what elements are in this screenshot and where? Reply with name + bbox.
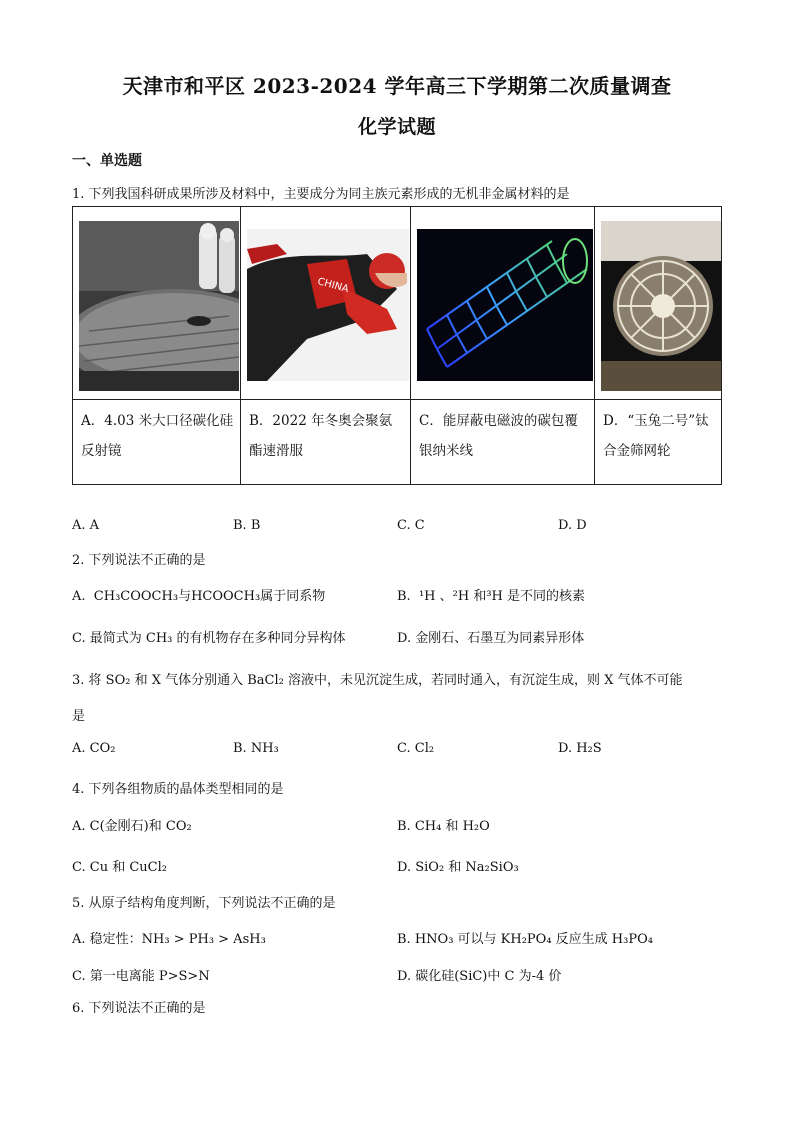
q4-option-a: A. C(金刚石)和 CO₂: [72, 819, 192, 834]
q4-option-d: D. SiO₂ 和 Na₂SiO₃: [397, 860, 519, 875]
q5-option-a: A. 稳定性：NH₃ > PH₃ > AsH₃: [72, 932, 266, 947]
q3-option-c: C. Cl₂: [397, 741, 435, 756]
q1-option-d: D. D: [558, 518, 587, 533]
mirror-photo-icon: [79, 221, 239, 391]
q1-option-b: B. B: [233, 518, 261, 533]
skater-suit-text: CHINA: [316, 276, 350, 296]
q1-option-c: C. C: [397, 518, 425, 533]
page-subtitle: 化学试题: [357, 116, 436, 138]
q2-option-c: C. 最简式为 CH₃ 的有机物存在多种同分异构体: [72, 631, 346, 646]
q4-stem: 4. 下列各组物质的晶体类型相同的是: [72, 782, 284, 797]
q2-option-d: D. 金刚石、石墨互为同素异形体: [397, 631, 585, 646]
q3-stem-cont: 是: [72, 709, 86, 724]
q1-image-cell-b: [241, 207, 411, 400]
q3-stem: 3. 将 SO₂ 和 X 气体分别通入 BaCl₂ 溶液中，未见沉淀生成，若同时通入，有沉淀生成，则 X 气体不可能: [72, 673, 683, 688]
q1-image-cell-d: [595, 207, 722, 400]
q1-caption-d: D．“玉兔二号”钛合金筛网轮: [595, 400, 722, 485]
q1-image-cell-a: [73, 207, 241, 400]
q2-option-a: [72, 585, 325, 604]
q1-image-table: [72, 206, 722, 485]
q5-option-b: B. HNO₃ 可以与 KH₂PO₄ 反应生成 H₃PO₄: [397, 932, 653, 947]
nanotube-photo-icon: [417, 229, 593, 381]
q4-option-b: B. CH₄ 和 H₂O: [397, 819, 490, 834]
rover-wheel-photo-icon: [601, 221, 721, 391]
q3-option-b: B. NH₃: [233, 741, 279, 756]
q1-caption-a: A．4.03 米大口径碳化硅反射镜: [73, 400, 241, 485]
q2-a-formula1: CH₃COOCH₃: [93, 589, 179, 604]
q1-caption-b: B．2022 年冬奥会聚氨酯速滑服: [241, 400, 411, 485]
q1-caption-c: C．能屏蔽电磁波的碳包覆银纳米线: [411, 400, 595, 485]
q2-stem: 2. 下列说法不正确的是: [72, 553, 206, 568]
q1-image-cell-c: [411, 207, 595, 400]
q6-stem: 6. 下列说法不正确的是: [72, 1001, 206, 1016]
q2-a-tail: 属于同系物: [260, 589, 326, 604]
q4-option-c: C. Cu 和 CuCl₂: [72, 860, 167, 875]
q5-option-d: D. 碳化硅(SiC)中 C 为-4 价: [397, 969, 562, 984]
q5-option-c: C. 第一电离能 P>S>N: [72, 969, 210, 984]
q2-option-b: [397, 585, 585, 604]
q1-option-a: A. A: [72, 518, 100, 533]
q2-a-label: A.: [72, 589, 86, 604]
skater-photo-icon: [247, 229, 409, 381]
q5-stem: 5. 从原子结构角度判断，下列说法不正确的是: [72, 896, 336, 911]
section-heading: 一、单选题: [72, 153, 142, 169]
q2-a-mid: 与: [178, 589, 192, 604]
q2-a-formula2: HCOOCH₃: [191, 589, 261, 604]
q2-b-text: ¹H 、²H 和³H 是不同的核素: [418, 589, 585, 604]
q3-option-d: D. H₂S: [558, 741, 602, 756]
q2-b-label: B.: [397, 589, 411, 604]
page-title: 天津市和平区 2023-2024 学年高三下学期第二次质量调查: [122, 74, 672, 98]
q1-stem: 1. 下列我国科研成果所涉及材料中，主要成分为同主族元素形成的无机非金属材料的是: [72, 187, 570, 202]
q3-option-a: A. CO₂: [72, 741, 116, 756]
